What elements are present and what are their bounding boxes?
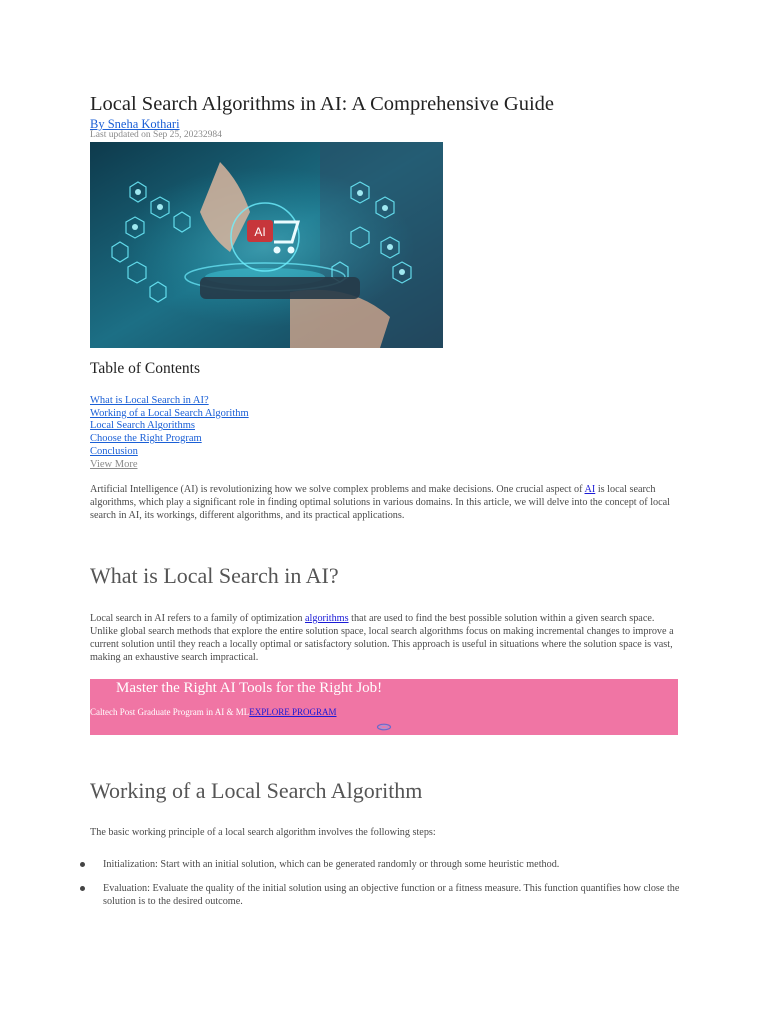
article-title: Local Search Algorithms in AI: A Comprehensive Guide bbox=[90, 93, 555, 115]
loading-spinner-icon bbox=[376, 718, 392, 736]
ai-link[interactable]: AI bbox=[584, 484, 596, 495]
promo-banner-subtitle-row bbox=[90, 707, 337, 717]
hero-image bbox=[90, 142, 443, 348]
toc-title: Table of Contents bbox=[90, 360, 200, 377]
intro-text-end: is local search algorithms, which play a significant role in finding optimal solutions in various domains. In this article, we will delve into the concept of local search in AI, its workings, different algorithms, and its practical applications. bbox=[90, 484, 671, 521]
toc-link-what-is-local-search[interactable]: What is Local Search in AI? bbox=[90, 395, 209, 406]
step-text: Initialization: Start with an initial solution, which can be generated randomly or through some heuristic method. bbox=[103, 859, 560, 870]
promo-banner-subtitle: Caltech Post Graduate Program in AI & ML bbox=[90, 707, 250, 717]
list-item bbox=[80, 858, 680, 871]
section1-paragraph bbox=[90, 612, 675, 664]
explore-program-link[interactable]: EXPLORE PROGRAM bbox=[249, 707, 337, 717]
section1-text-start: Local search in AI refers to a family of optimization bbox=[90, 613, 305, 624]
toc-link-conclusion[interactable]: Conclusion bbox=[90, 445, 138, 457]
hero-illustration bbox=[90, 142, 443, 348]
toc-link-choose-program[interactable]: Choose the Right Program bbox=[90, 433, 202, 445]
toc-list bbox=[90, 395, 249, 471]
promo-banner-title: Master the Right AI Tools for the Right Job! bbox=[116, 680, 383, 696]
toc-link-working[interactable]: Working of a Local Search Algorithm bbox=[90, 407, 249, 419]
section2-intro: The basic working principle of a local search algorithm involves the following steps: bbox=[90, 827, 436, 838]
intro-paragraph bbox=[90, 483, 675, 522]
toc-item bbox=[90, 408, 249, 421]
section-heading-working: Working of a Local Search Algorithm bbox=[90, 778, 423, 803]
toc-item bbox=[90, 395, 249, 408]
step-text: Evaluation: Evaluate the quality of the initial solution using an objective function or a fitness measure. This function quantifies how close the solution is to the desired outcome. bbox=[103, 883, 680, 907]
section-heading-what-is-local-search: What is Local Search in AI? bbox=[90, 563, 339, 588]
author-link[interactable]: By Sneha Kothari bbox=[90, 117, 180, 131]
toc-item bbox=[90, 459, 249, 472]
bullet-icon bbox=[80, 862, 85, 867]
toc-item bbox=[90, 433, 249, 446]
hero-ai-badge: AI bbox=[254, 225, 266, 239]
list-item bbox=[80, 882, 680, 908]
toc-item bbox=[90, 420, 249, 433]
toc-item bbox=[90, 446, 249, 459]
last-updated: Last updated on Sep 25, 20232984 bbox=[90, 130, 222, 140]
intro-text-start: Artificial Intelligence (AI) is revolutionizing how we solve complex problems and make decisions. One crucial aspect of bbox=[90, 484, 585, 495]
toc-view-more-link[interactable]: View More bbox=[90, 458, 138, 470]
toc-link-algorithms[interactable]: Local Search Algorithms bbox=[90, 420, 195, 432]
steps-list bbox=[80, 858, 680, 919]
section1-text-end: that are used to find the best possible solution within a given search space. Unlike global search methods that explore the entire solution space, local search algorithms focus on making incremental changes to improve a current solution until they reach a locally optimal or satisfactory solution. This approach is useful in situations where the solution space is vast, making an exhaustive search impractical. bbox=[90, 613, 674, 663]
algorithms-link[interactable]: algorithms bbox=[305, 613, 349, 624]
bullet-icon bbox=[80, 886, 85, 891]
promo-banner bbox=[90, 679, 678, 735]
